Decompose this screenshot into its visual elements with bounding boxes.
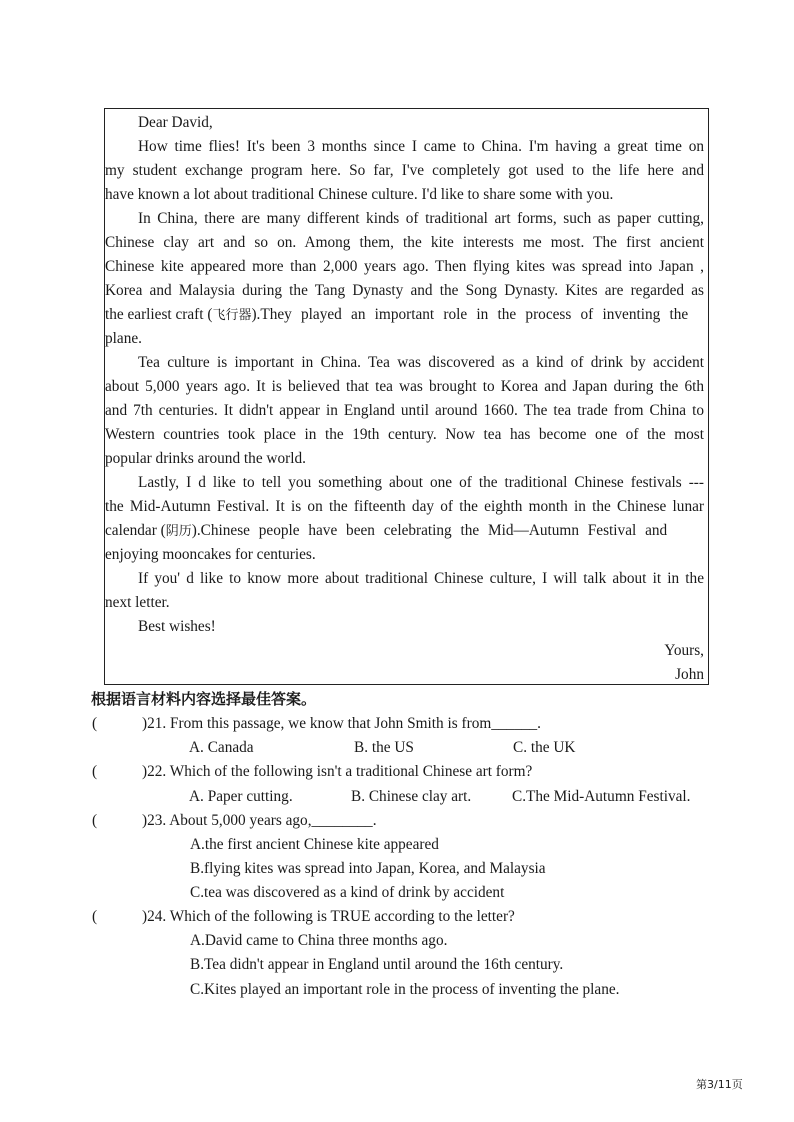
letter-line: the Mid-Autumn Festival. It is on the fifteenth day of the eighth month in the Chinese lunar (105, 498, 704, 515)
letter-line: plane. (105, 330, 142, 347)
letter-line: calendar (阴历).Chinese people have been celebrating the Mid—Autumn Festival and (105, 522, 668, 539)
option: C.Kites played an important role in the process of inventing the plane. (190, 981, 620, 998)
question-stem: )23. About 5,000 years ago,________. (142, 812, 377, 829)
page-number: 第3/11页 (696, 1078, 743, 1091)
option: B. the US (354, 739, 414, 756)
letter-greeting: Dear David, (138, 114, 213, 131)
option: B. Chinese clay art. (351, 788, 472, 805)
letter-line: In China, there are many different kinds of traditional art forms, such as paper cutting, (138, 210, 704, 227)
option: C.The Mid-Autumn Festival. (512, 788, 691, 805)
letter-line: about 5,000 years ago. It is believed that tea was brought to Korea and Japan during the 6th (105, 378, 704, 395)
section-instruction: 根据语言材料内容选择最佳答案。 (91, 690, 317, 708)
chinese-gloss: 飞行器 (212, 308, 252, 323)
letter-sign-off: Yours, (664, 642, 704, 659)
letter-closing: Best wishes! (138, 618, 216, 635)
letter-line: popular drinks around the world. (105, 450, 306, 467)
question-stem: )24. Which of the following is TRUE according to the letter? (142, 908, 515, 925)
option: C.tea was discovered as a kind of drink by accident (190, 884, 505, 901)
option: A.David came to China three months ago. (190, 932, 448, 949)
letter-line: Western countries took place in the 19th century. Now tea has become one of the most (105, 426, 704, 443)
letter-line: Chinese clay art and so on. Among them, the kite interests me most. The first ancient (105, 234, 704, 251)
answer-paren: ( (92, 715, 98, 732)
answer-paren: ( (92, 812, 98, 829)
option: A. Paper cutting. (189, 788, 293, 805)
answer-paren: ( (92, 908, 98, 925)
option: A. Canada (189, 739, 254, 756)
option: B.flying kites was spread into Japan, Korea, and Malaysia (190, 860, 546, 877)
letter-line: enjoying mooncakes for centuries. (105, 546, 316, 563)
question-stem: )22. Which of the following isn't a traditional Chinese art form? (142, 763, 533, 780)
letter-line: and 7th centuries. It didn't appear in England until around 1660. The tea trade from China to (105, 402, 704, 419)
letter-line: If you' d like to know more about traditional Chinese culture, I will talk about it in the (138, 570, 704, 587)
letter-line: Tea culture is important in China. Tea was discovered as a kind of drink by accident (138, 354, 704, 371)
option: B.Tea didn't appear in England until around the 16th century. (190, 956, 564, 973)
question-stem: )21. From this passage, we know that John Smith is from______. (142, 715, 541, 732)
chinese-gloss: 阴历 (165, 524, 192, 539)
letter-line: next letter. (105, 594, 170, 611)
letter-line: Lastly, I d like to tell you something about one of the traditional Chinese festivals --- (138, 474, 704, 491)
letter-line: How time flies! It's been 3 months since I came to China. I'm having a great time on (138, 138, 704, 155)
answer-paren: ( (92, 763, 98, 780)
letter-line: Chinese kite appeared more than 2,000 years ago. Then flying kites was spread into Japan , (105, 258, 704, 275)
letter-line: Korea and Malaysia during the Tang Dynasty and the Song Dynasty. Kites are regarded as (105, 282, 704, 299)
letter-line: my student exchange program here. So far, I've completely got used to the life here and (105, 162, 704, 179)
option: A.the first ancient Chinese kite appeared (190, 836, 439, 853)
letter-line: have known a lot about traditional Chinese culture. I'd like to share some with you. (105, 186, 614, 203)
letter-signature: John (675, 666, 704, 683)
option: C. the UK (513, 739, 576, 756)
letter-line: the earliest craft (飞行器).They played an important role in the process of inventing the (105, 306, 689, 323)
